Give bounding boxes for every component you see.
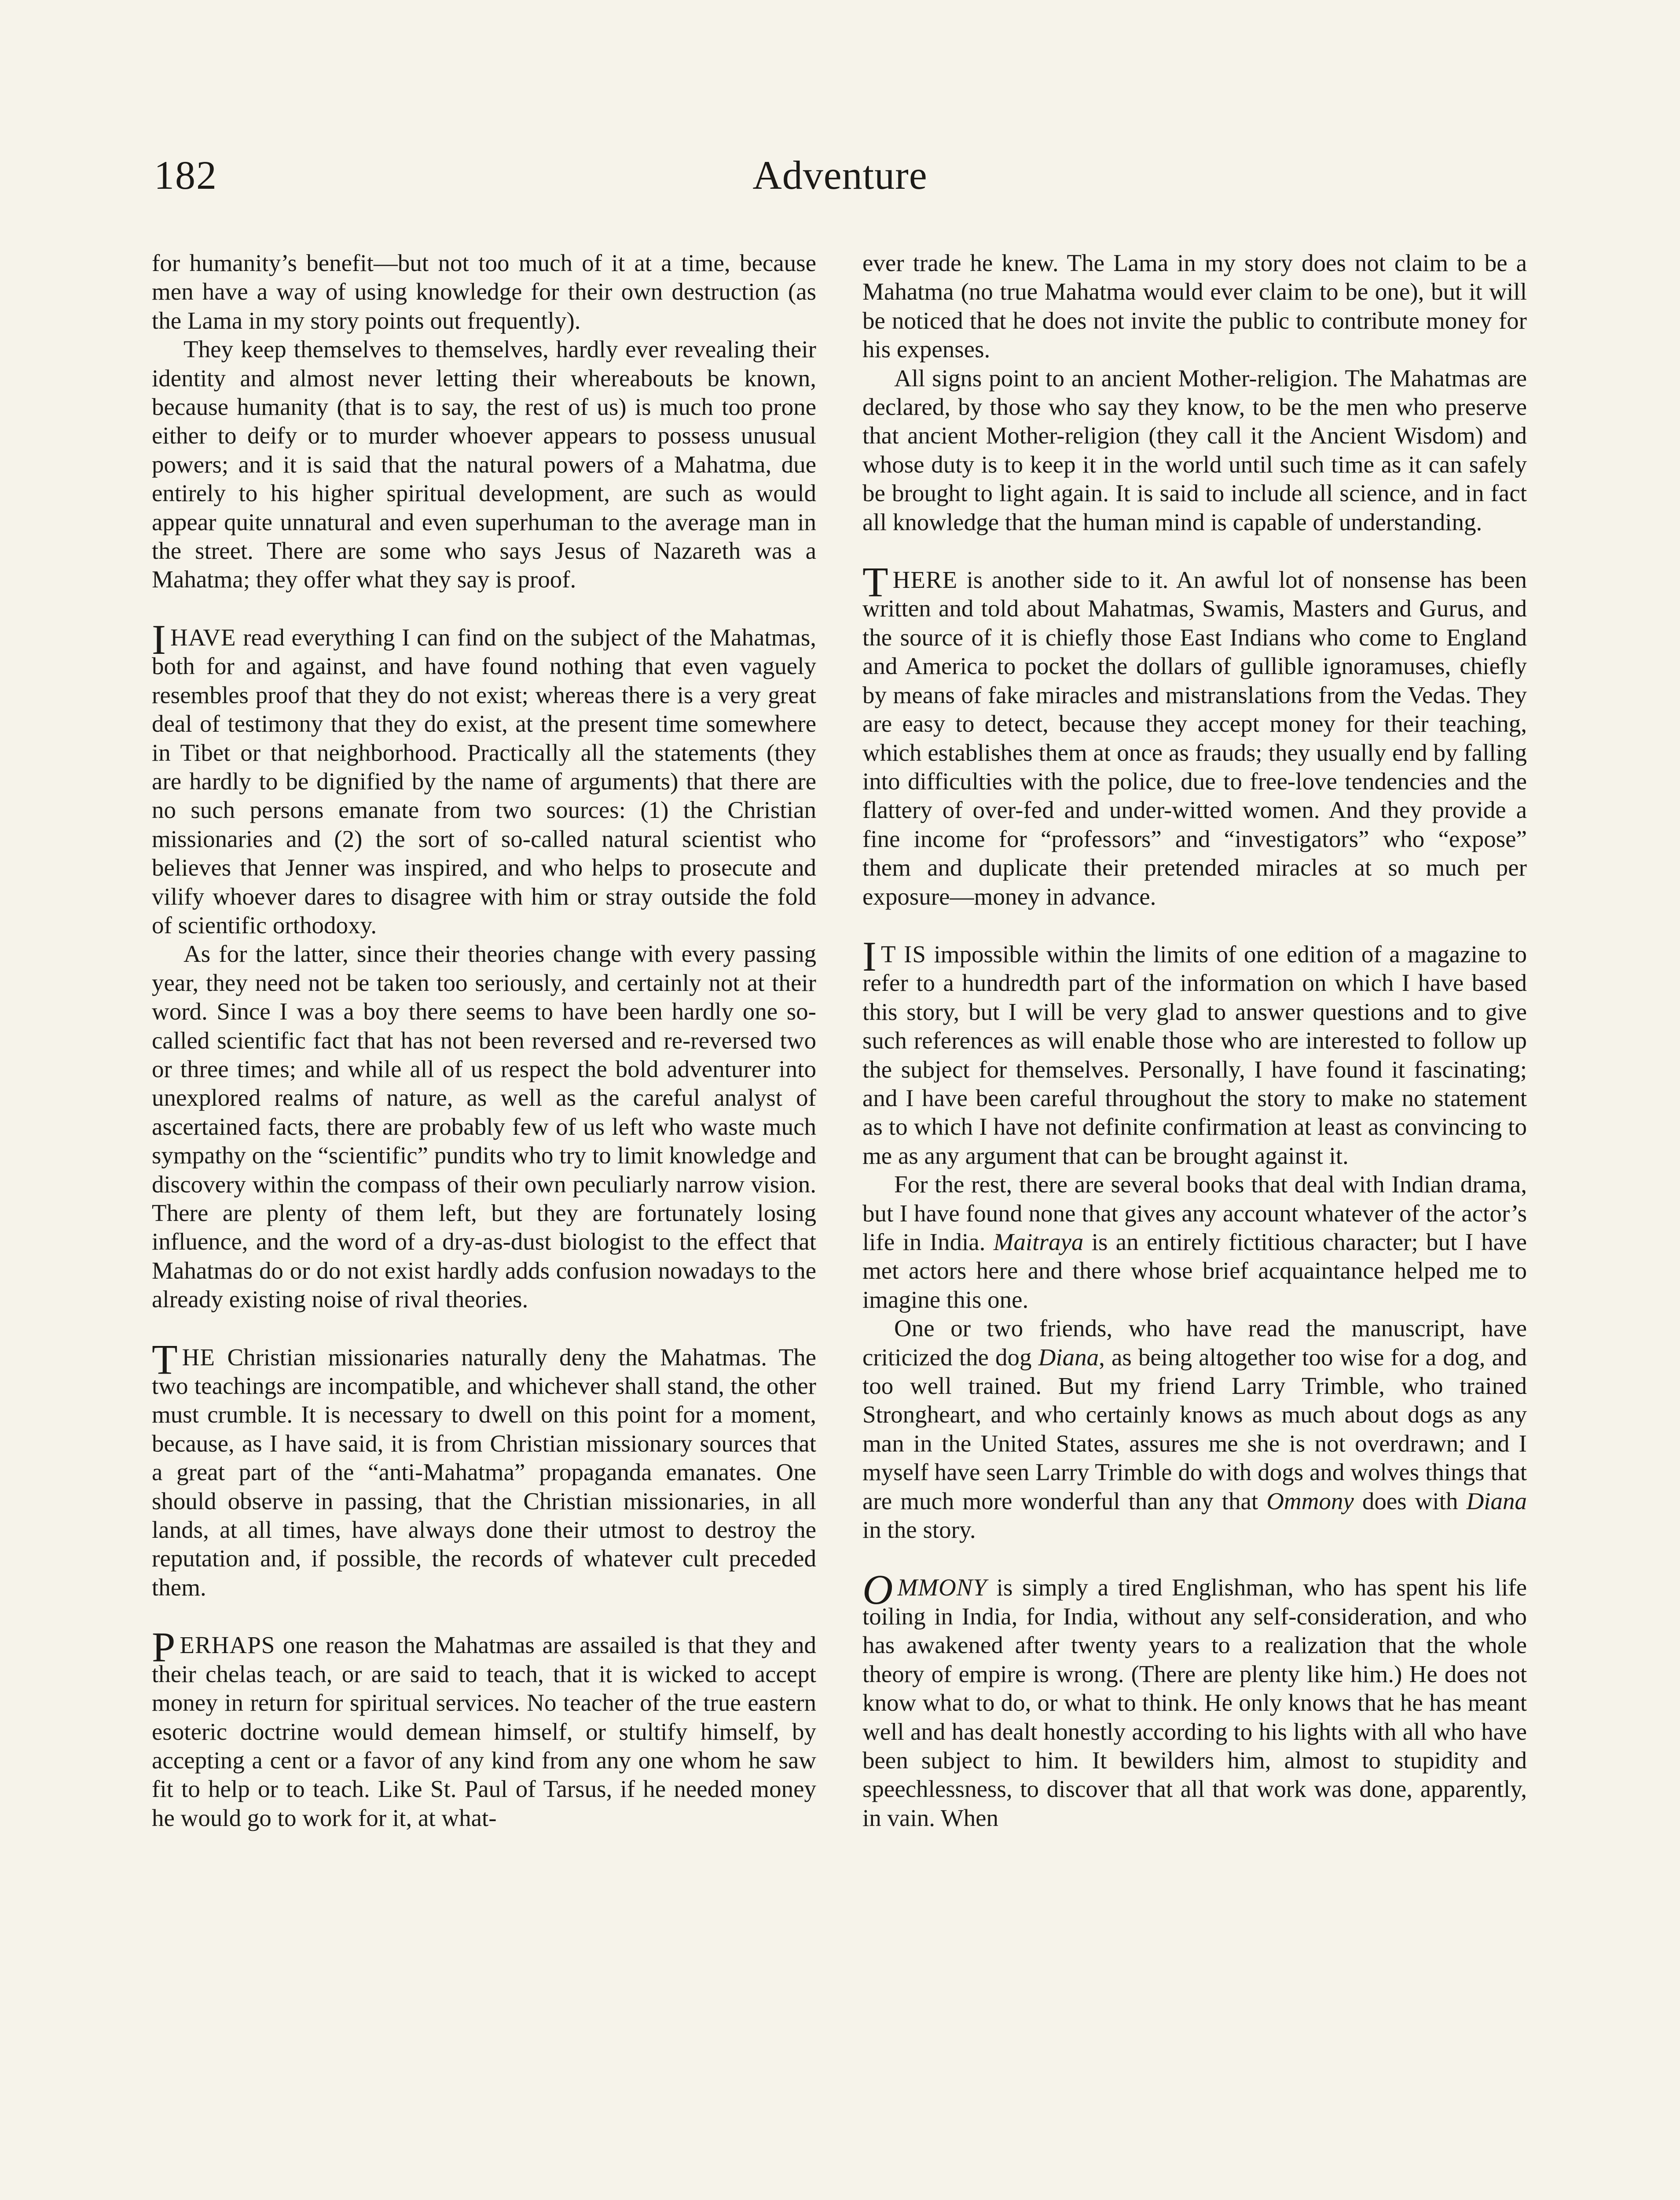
paragraph: They keep themselves to themselves, hardly ever revealing their identity and almost never letting their whereabouts be known, because humanity (that is to say, the rest of us) is much too prone either to deify or to murder whoever appears to possess unusual powers; and it is said that the natural powers of a Mahatma, due entirely to his higher spiritual development, are such as would appear quite unnatural and even superhuman to the average man in the street. There are some who says Jesus of Nazareth was a Mahatma; they offer what they say is proof. (152, 336, 816, 593)
section-paragraph (152, 616, 816, 939)
section-text: is another side to it. An awful lot of nonsense has been written and told about Mahatmas, Swamis, Masters and Gurus, and the source of it is chiefly those East Indians who come to England and America to pocket the dollars of gullible ignoramuses, chiefly by means of fake miracles and mistranslations from the Vedas. They are easy to detect, because they accept money for their teaching, which establishes them at once as frauds; they usually end by falling into difficulties with the police, due to free-love tendencies and the flattery of over-fed and under-witted women. And they provide a fine income for “professors” and “investigators” who “expose” them and duplicate their pretended miracles at so much per exposure—money in advance. (862, 566, 1527, 910)
section-paragraph (862, 558, 1527, 911)
page-number: 182 (154, 153, 217, 198)
paragraph: All signs point to an ancient Mother-religion. The Mahatmas are declared, by those who say they know, to be the men who preserve that ancient Mother-religion (they call it the Ancient Wisdom) and whose duty is to keep it in the world until such time as it can safely be brought to light again. It is said to include all science, and in fact all knowledge that the human mind is capable of understanding. (862, 364, 1527, 535)
paragraph: ever trade he knew. The Lama in my story does not claim to be a Mahatma (no true Mahatma would ever claim to be one), but it will be noticed that he does not invite the public to contribute money for his expenses. (862, 249, 1527, 363)
character-name: Diana (1038, 1343, 1099, 1371)
section-text: is simply a tired Englishman, who has spent his life toiling in India, for India, without any self-consideration, and who has awakened after twenty years to a realization that the whole theory of empire is wrong. (There are plenty like him.) He does not know what to do, or what to think. He only knows that he has meant well and has dealt honestly according to his lights with all who have been subject to him. It bewilders him, almost to stupidity and speechlessness, to discover that all that work was done, apparently, in vain. When (862, 1574, 1527, 1831)
paragraph: for humanity’s benefit—but not too much of it at a time, because men have a way of using knowledge for their own destruction (as the Lama in my story points out frequently). (152, 249, 816, 334)
right-column (862, 249, 1527, 1832)
character-name: Maitraya (993, 1228, 1084, 1255)
text-run: For the rest, there are several books that deal with Indian drama, but I have found none that gives any account whatever of the actor’s life in India. (862, 1171, 1527, 1255)
lead-in: HERE (892, 566, 958, 594)
paragraph (862, 1314, 1527, 1544)
section-paragraph (862, 1566, 1527, 1832)
lead-in: HAVE (170, 623, 236, 651)
section-paragraph (152, 1624, 816, 1832)
section-text: read everything I can find on the subject of the Mahatmas, both for and against, and have found nothing that even vaguely resembles proof that they do not exist; whereas there is a very great deal of testimony that they do exist, at the present time somewhere in Tibet or that neighborhood. Practically all the statements (they are hardly to be dignified by the name of arguments) that there are no such persons emanate from two sources: (1) the Christian missionaries and (2) the sort of so-called natural scientist who believes that Jenner was inspired, and who helps to prosecute and vilify whoever dares to disagree with him or stray outside the fold of scientific orthodoxy. (152, 623, 816, 939)
text-run: in the story. (862, 1516, 976, 1544)
character-name: Diana (1466, 1487, 1527, 1514)
text-run: One or two friends, who have read the manuscript, have criticized the dog (862, 1315, 1527, 1371)
drop-cap: I (862, 932, 877, 980)
section-text: impossible within the limits of one edition of a magazine to refer to a hundredth part of the information on which I have based this story, but I will be very glad to answer questions and to give such references as will enable those who are interested to follow up the subject for themselves. Personally, I have found it fascinating; and I have been careful throughout the story to make no statement as to which I have not definite confirmation at least as convincing to me as any argument that can be brought against it. (862, 940, 1527, 1169)
drop-cap: P (152, 1624, 176, 1671)
running-title: Adventure (752, 153, 928, 198)
left-column (152, 249, 816, 1832)
drop-cap: T (862, 558, 888, 606)
drop-cap: T (152, 1335, 178, 1383)
section-paragraph (152, 1335, 816, 1602)
paragraph: As for the latter, since their theories change with every passing year, they need not be taken too seriously, and certainly not at their word. Since I was a boy there seems to have been hardly one so-called scientific fact that has not been reversed and re-reversed two or three times; and while all of us respect the bold adventurer into unexplored realms of nature, as well as the careful analyst of ascertained facts, there are probably few of us left who waste much sympathy on the “scientific” pundits who try to limit knowledge and discovery within the compass of their own peculiarly narrow vision. There are plenty of them left, but they are fortunately losing influence, and the word of a dry-as-dust biologist to the effect that Mahatmas do or do not exist hardly adds confusion nowadays to the already existing noise of rival theories. (152, 940, 816, 1313)
section-text: one reason the Mahatmas are assailed is that they and their chelas teach, or are said to teach, that it is wicked to accept money in return for spiritual services. No teacher of the true eastern esoteric doctrine would demean himself, or stultify himself, by accepting a cent or a favor of any kind from any one whom he saw fit to help or to teach. Like St. Paul of Tarsus, if he needed money he would go to work for it, at what- (152, 1632, 816, 1831)
lead-in: HE (182, 1343, 215, 1371)
text-run: is an entirely fictitious character; but I have met actors here and there whose brief acquaintance helped me to imagine this one. (862, 1228, 1527, 1313)
section-text: Christian missionaries naturally deny the Mahatmas. The two teachings are incompatible, and whichever shall stand, the other must crumble. It is necessary to dwell on this point for a moment, because, as I have said, it is from Christian missionary sources that a great part of the “anti-Mahatma” propaganda emanates. One should observe in passing, that the Christian missionaries, in all lands, at all times, have always done their utmost to destroy the reputation and, if possible, the records of whatever cult preceded them. (152, 1343, 816, 1601)
section-paragraph (862, 932, 1527, 1170)
drop-cap: O (862, 1566, 893, 1613)
lead-in: ERHAPS (180, 1632, 275, 1659)
drop-cap: I (152, 616, 166, 663)
lead-in: MMONY (897, 1574, 987, 1601)
lead-in: T IS (880, 940, 926, 968)
text-run: does with (1354, 1487, 1467, 1514)
text-run: , as being altogether too wise for a dog, and too well trained. But my friend Larry Trimble, who trained Strongheart, and who certainly knows as much about dogs as any man in the United States, assures me she is not overdrawn; and I myself have seen Larry Trimble do with dogs and wolves things that are much more wonderful than any that (862, 1343, 1527, 1514)
character-name: Ommony (1266, 1487, 1354, 1514)
paragraph (862, 1170, 1527, 1314)
